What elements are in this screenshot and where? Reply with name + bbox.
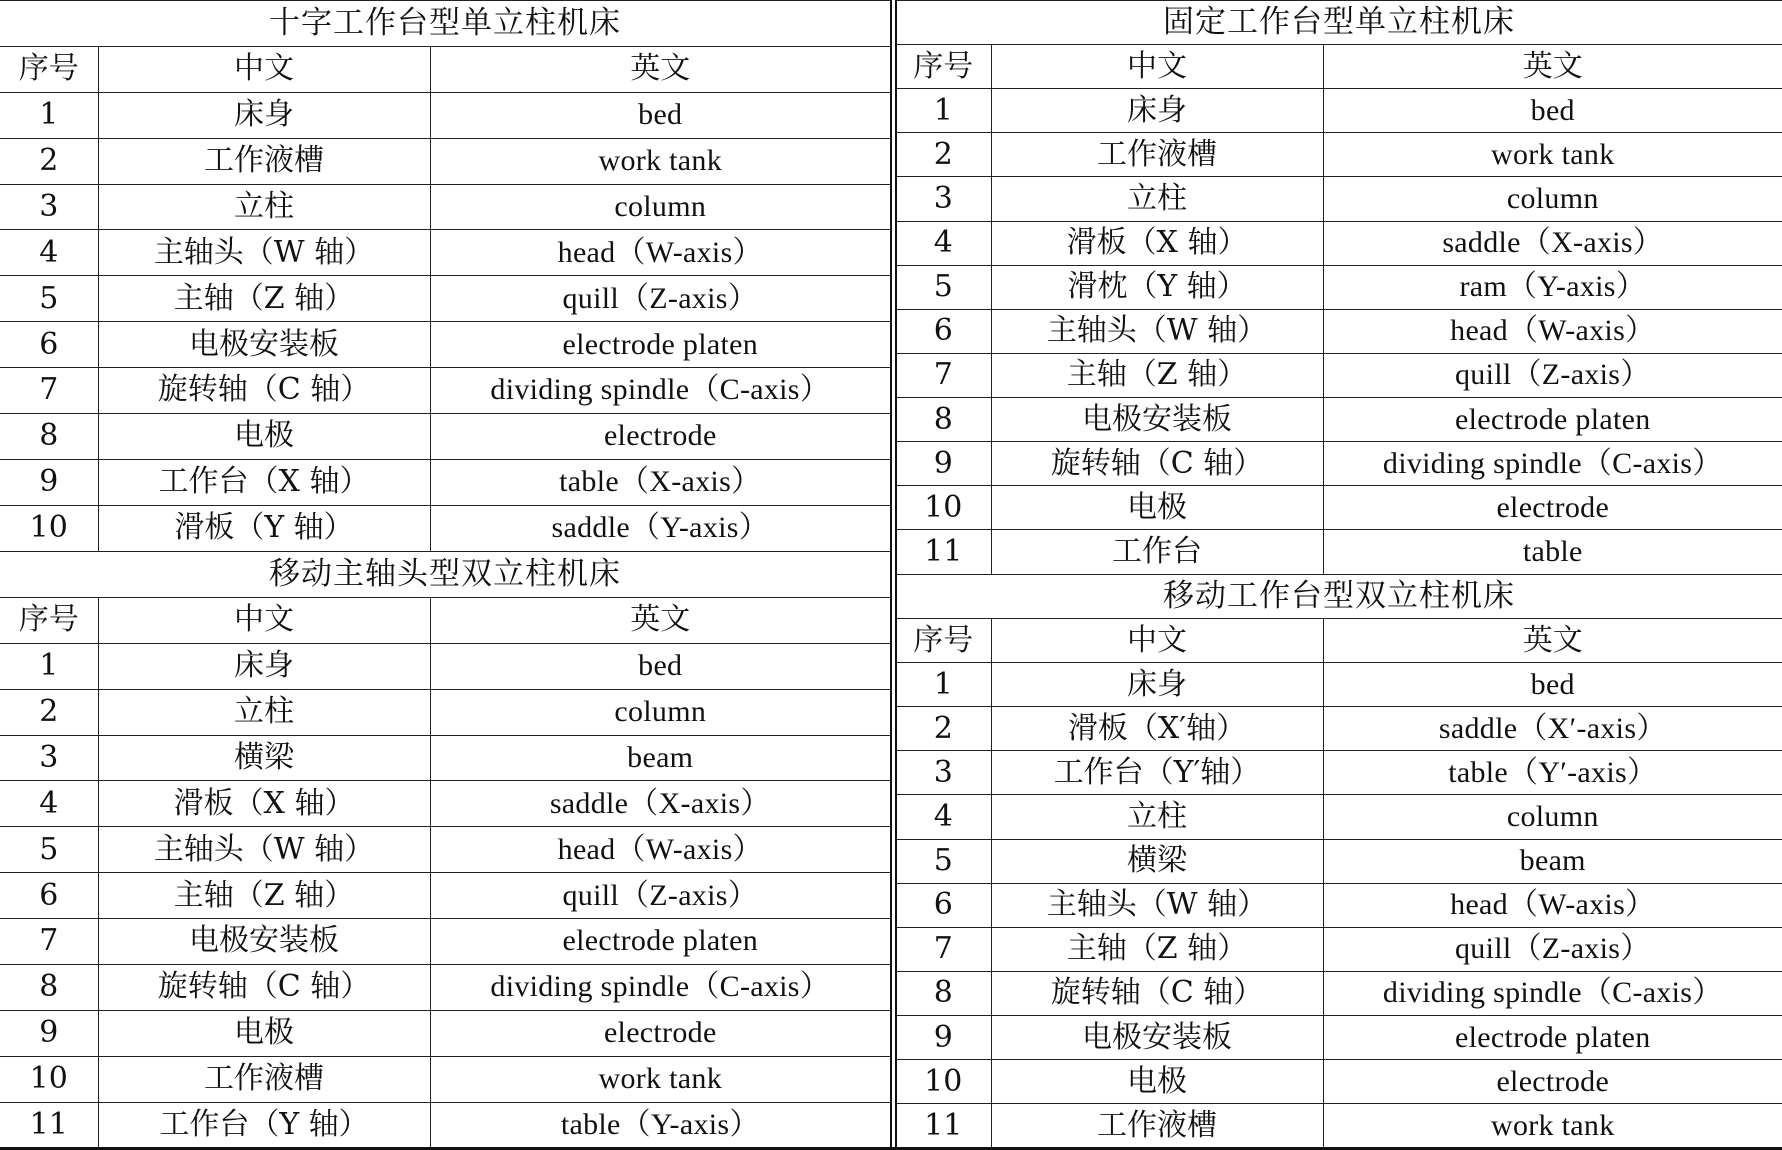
table-row (896, 442, 1782, 486)
right-column (896, 0, 1782, 1147)
chinese-term: 滑板（X 轴） (991, 221, 1323, 265)
table-row (0, 1010, 890, 1056)
english-term: column (1323, 177, 1782, 221)
english-term: column (430, 184, 890, 230)
row-number: 1 (0, 92, 98, 138)
section-title-row (896, 574, 1782, 618)
section-table-right-top (896, 0, 1782, 574)
chinese-term: 电极安装板 (991, 1016, 1323, 1060)
chinese-term: 床身 (991, 89, 1323, 133)
table-row (0, 230, 890, 276)
section-title-row (896, 1, 1782, 45)
row-number: 9 (0, 459, 98, 505)
english-term: electrode platen (1323, 1016, 1782, 1060)
english-term: bed (430, 643, 890, 689)
left-column (0, 0, 890, 1147)
english-term: ram（Y-axis） (1323, 265, 1782, 309)
chinese-term: 电极安装板 (991, 397, 1323, 441)
table-row (0, 643, 890, 689)
header-chinese: 中文 (991, 619, 1323, 663)
section-title: 十字工作台型单立柱机床 (0, 1, 890, 47)
english-term: table（X-axis） (430, 459, 890, 505)
chinese-term: 工作液槽 (98, 138, 430, 184)
english-term: work tank (1323, 1104, 1782, 1148)
english-term: quill（Z-axis） (1323, 927, 1782, 971)
row-number: 1 (896, 89, 991, 133)
table-row (896, 839, 1782, 883)
chinese-term: 旋转轴（C 轴） (98, 964, 430, 1010)
chinese-term: 旋转轴（C 轴） (98, 368, 430, 414)
section-title: 固定工作台型单立柱机床 (896, 1, 1782, 45)
table-row (0, 919, 890, 965)
table-row (896, 89, 1782, 133)
table-row (896, 663, 1782, 707)
english-term: electrode (1323, 486, 1782, 530)
table-row (0, 689, 890, 735)
english-term: bed (430, 92, 890, 138)
chinese-term: 立柱 (98, 689, 430, 735)
english-term: table（Y′-axis） (1323, 751, 1782, 795)
chinese-term: 床身 (98, 643, 430, 689)
table-row (896, 265, 1782, 309)
chinese-term: 滑板（X 轴） (98, 781, 430, 827)
chinese-term: 工作台（Y 轴） (98, 1102, 430, 1148)
table-row (896, 795, 1782, 839)
english-term: table（Y-axis） (430, 1102, 890, 1148)
row-number: 11 (0, 1102, 98, 1148)
chinese-term: 立柱 (98, 184, 430, 230)
row-number: 2 (0, 138, 98, 184)
header-number: 序号 (896, 45, 991, 89)
header-number: 序号 (896, 619, 991, 663)
english-term: column (1323, 795, 1782, 839)
english-term: dividing spindle（C-axis） (430, 368, 890, 414)
table-row (896, 530, 1782, 574)
chinese-term: 主轴头（W 轴） (98, 230, 430, 276)
chinese-term: 旋转轴（C 轴） (991, 442, 1323, 486)
chinese-term: 电极 (991, 1060, 1323, 1104)
table-row (0, 827, 890, 873)
table-row (896, 927, 1782, 971)
chinese-term: 滑枕（Y 轴） (991, 265, 1323, 309)
chinese-term: 工作液槽 (991, 133, 1323, 177)
table-row (0, 735, 890, 781)
row-number: 3 (896, 751, 991, 795)
header-english: 英文 (430, 46, 890, 92)
table-row (896, 397, 1782, 441)
table-row (896, 971, 1782, 1015)
english-term: head（W-axis） (1323, 883, 1782, 927)
header-english: 英文 (1323, 45, 1782, 89)
chinese-term: 电极 (991, 486, 1323, 530)
table-row (0, 92, 890, 138)
english-term: quill（Z-axis） (430, 276, 890, 322)
table-header-row (0, 46, 890, 92)
section-table-right-bottom (896, 574, 1782, 1148)
chinese-term: 电极安装板 (98, 919, 430, 965)
table-row (896, 353, 1782, 397)
chinese-term: 主轴头（W 轴） (991, 309, 1323, 353)
english-term: electrode platen (430, 919, 890, 965)
header-english: 英文 (1323, 619, 1782, 663)
english-term: beam (430, 735, 890, 781)
table-row (0, 322, 890, 368)
english-term: beam (1323, 839, 1782, 883)
english-term: dividing spindle（C-axis） (1323, 971, 1782, 1015)
english-term: saddle（X-axis） (1323, 221, 1782, 265)
english-term: saddle（X-axis） (430, 781, 890, 827)
english-term: head（W-axis） (1323, 309, 1782, 353)
english-term: electrode platen (430, 322, 890, 368)
table-row (896, 309, 1782, 353)
header-chinese: 中文 (98, 46, 430, 92)
row-number: 10 (896, 486, 991, 530)
section-title-row (0, 552, 890, 598)
chinese-term: 床身 (98, 92, 430, 138)
chinese-term: 横梁 (991, 839, 1323, 883)
row-number: 5 (896, 265, 991, 309)
chinese-term: 横梁 (98, 735, 430, 781)
english-term: electrode platen (1323, 397, 1782, 441)
chinese-term: 主轴头（W 轴） (991, 883, 1323, 927)
chinese-term: 电极 (98, 413, 430, 459)
english-term: quill（Z-axis） (1323, 353, 1782, 397)
table-row (896, 883, 1782, 927)
english-term: saddle（Y-axis） (430, 505, 890, 551)
row-number: 6 (0, 873, 98, 919)
chinese-term: 电极安装板 (98, 322, 430, 368)
row-number: 4 (896, 221, 991, 265)
row-number: 3 (0, 184, 98, 230)
chinese-term: 电极 (98, 1010, 430, 1056)
section-title: 移动主轴头型双立柱机床 (0, 552, 890, 598)
row-number: 6 (896, 309, 991, 353)
row-number: 3 (896, 177, 991, 221)
english-term: dividing spindle（C-axis） (1323, 442, 1782, 486)
row-number: 8 (0, 413, 98, 459)
row-number: 10 (0, 1056, 98, 1102)
row-number: 6 (0, 322, 98, 368)
english-term: electrode (430, 1010, 890, 1056)
row-number: 7 (896, 927, 991, 971)
row-number: 2 (896, 707, 991, 751)
english-term: saddle（X′-axis） (1323, 707, 1782, 751)
row-number: 5 (0, 827, 98, 873)
table-row (0, 138, 890, 184)
english-term: work tank (430, 138, 890, 184)
english-term: head（W-axis） (430, 827, 890, 873)
header-english: 英文 (430, 597, 890, 643)
section-title-row (0, 1, 890, 47)
header-number: 序号 (0, 597, 98, 643)
column-divider (890, 0, 892, 1147)
chinese-term: 主轴（Z 轴） (991, 353, 1323, 397)
table-row (0, 413, 890, 459)
row-number: 4 (0, 781, 98, 827)
chinese-term: 主轴（Z 轴） (991, 927, 1323, 971)
english-term: bed (1323, 89, 1782, 133)
table-header-row (0, 597, 890, 643)
table-row (896, 1060, 1782, 1104)
chinese-term: 床身 (991, 663, 1323, 707)
english-term: table (1323, 530, 1782, 574)
table-row (896, 486, 1782, 530)
chinese-term: 主轴（Z 轴） (98, 873, 430, 919)
chinese-term: 工作液槽 (991, 1104, 1323, 1148)
row-number: 5 (0, 276, 98, 322)
header-chinese: 中文 (98, 597, 430, 643)
row-number: 1 (896, 663, 991, 707)
row-number: 4 (896, 795, 991, 839)
table-row (896, 707, 1782, 751)
row-number: 2 (896, 133, 991, 177)
table-row (0, 505, 890, 551)
chinese-term: 立柱 (991, 177, 1323, 221)
english-term: electrode (430, 413, 890, 459)
chinese-term: 立柱 (991, 795, 1323, 839)
chinese-term: 工作台（Y′轴） (991, 751, 1323, 795)
english-term: column (430, 689, 890, 735)
row-number: 11 (896, 530, 991, 574)
table-row (0, 1102, 890, 1148)
table-row (0, 964, 890, 1010)
row-number: 8 (896, 971, 991, 1015)
english-term: head（W-axis） (430, 230, 890, 276)
header-chinese: 中文 (991, 45, 1323, 89)
chinese-term: 旋转轴（C 轴） (991, 971, 1323, 1015)
table-row (896, 221, 1782, 265)
chinese-term: 主轴（Z 轴） (98, 276, 430, 322)
row-number: 10 (0, 505, 98, 551)
row-number: 9 (896, 442, 991, 486)
section-table-left-bottom (0, 551, 890, 1148)
table-row (0, 781, 890, 827)
english-term: work tank (1323, 133, 1782, 177)
section-table-left-top (0, 0, 890, 551)
table-row (0, 1056, 890, 1102)
chinese-term: 滑板（X′轴） (991, 707, 1323, 751)
row-number: 2 (0, 689, 98, 735)
english-term: electrode (1323, 1060, 1782, 1104)
table-row (896, 1104, 1782, 1148)
table-row (0, 459, 890, 505)
table-row (0, 184, 890, 230)
row-number: 10 (896, 1060, 991, 1104)
row-number: 8 (0, 964, 98, 1010)
row-number: 7 (0, 368, 98, 414)
row-number: 11 (896, 1104, 991, 1148)
table-header-row (896, 45, 1782, 89)
row-number: 3 (0, 735, 98, 781)
table-row (896, 1016, 1782, 1060)
row-number: 6 (896, 883, 991, 927)
table-header-row (896, 619, 1782, 663)
english-term: bed (1323, 663, 1782, 707)
row-number: 8 (896, 397, 991, 441)
row-number: 9 (896, 1016, 991, 1060)
english-term: work tank (430, 1056, 890, 1102)
table-row (896, 177, 1782, 221)
table-row (896, 751, 1782, 795)
chinese-term: 工作台（X 轴） (98, 459, 430, 505)
row-number: 7 (896, 353, 991, 397)
chinese-term: 工作液槽 (98, 1056, 430, 1102)
row-number: 1 (0, 643, 98, 689)
table-row (0, 368, 890, 414)
row-number: 4 (0, 230, 98, 276)
row-number: 5 (896, 839, 991, 883)
section-title: 移动工作台型双立柱机床 (896, 574, 1782, 618)
table-row (896, 133, 1782, 177)
row-number: 9 (0, 1010, 98, 1056)
english-term: quill（Z-axis） (430, 873, 890, 919)
chinese-term: 工作台 (991, 530, 1323, 574)
table-row (0, 873, 890, 919)
header-number: 序号 (0, 46, 98, 92)
chinese-term: 主轴头（W 轴） (98, 827, 430, 873)
row-number: 7 (0, 919, 98, 965)
table-row (0, 276, 890, 322)
chinese-term: 滑板（Y 轴） (98, 505, 430, 551)
english-term: dividing spindle（C-axis） (430, 964, 890, 1010)
